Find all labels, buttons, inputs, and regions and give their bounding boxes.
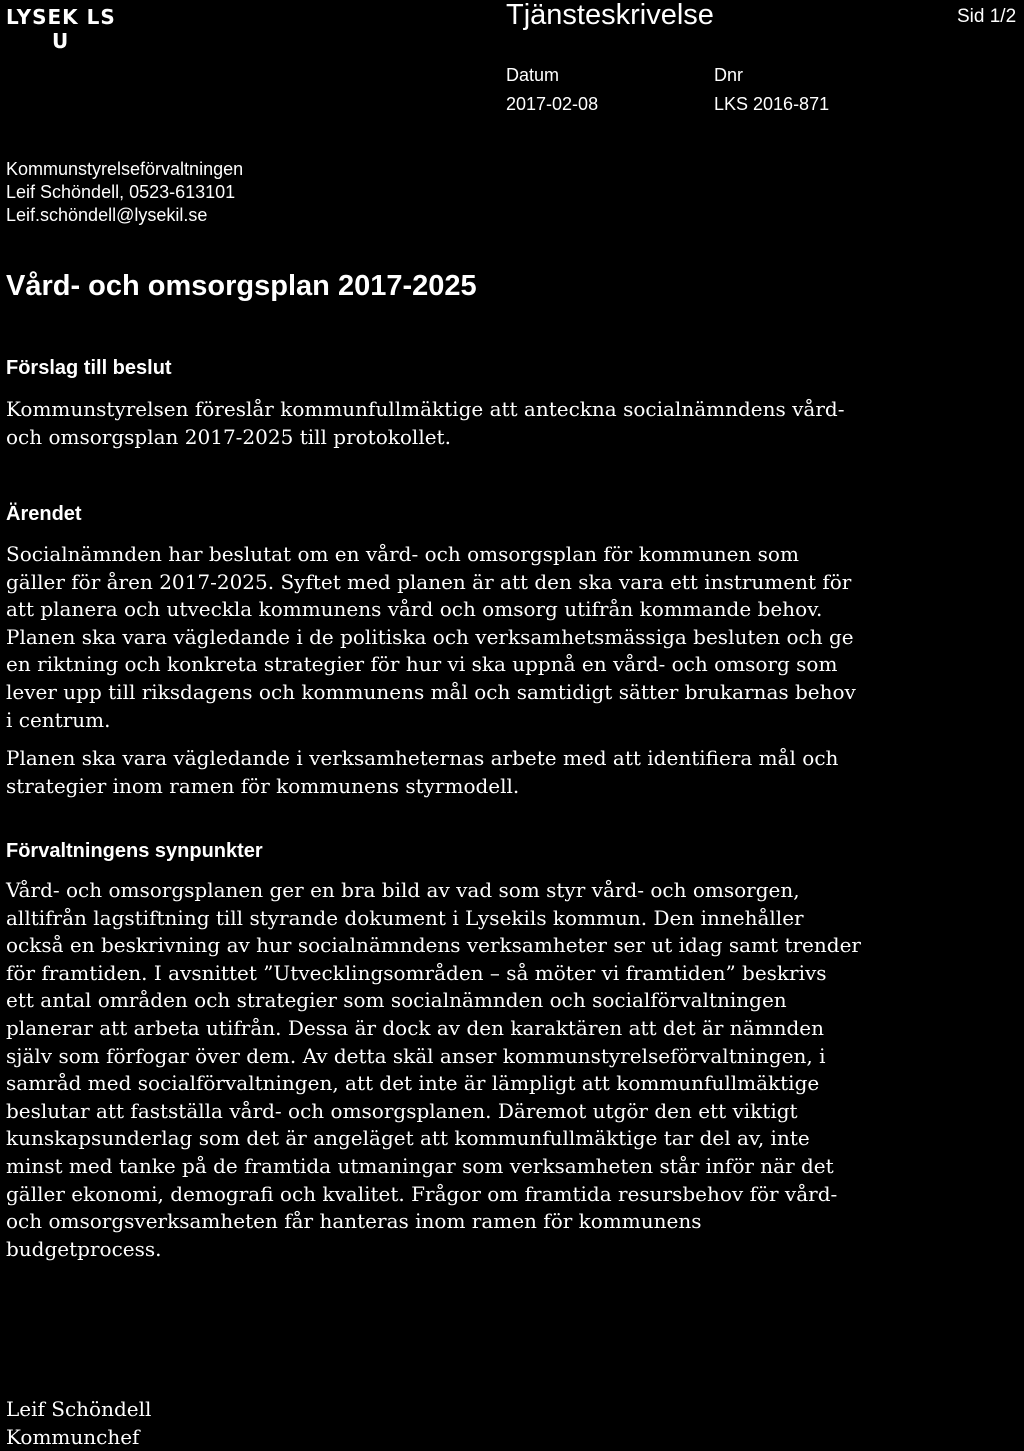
dnr-label: Dnr [714,65,744,85]
logo-text-line2: U [52,29,69,53]
text-line: beslutar att fastställa vård- och omsorgsplanen. Däremot utgör den ett viktigt [6,1098,798,1123]
text-line: strategier inom ramen för kommunens styrmodell. [6,773,520,798]
sender-block [6,158,243,227]
text-line: Planen ska vara vägledande i verksamheternas arbete med att identifiera mål och [6,746,839,770]
text-line: alltifrån lagstiftning till styrande dokument i Lysekils kommun. Den innehåller [6,905,804,930]
text-line: och omsorgsplan 2017-2025 till protokollet. [6,424,451,449]
document-title: Vård- och omsorgsplan 2017-2025 [6,270,477,302]
logo-text: LYSEK LS [6,5,116,29]
page-number: Sid 1/2 [957,6,1017,27]
text-line: kunskapsunderlag som det är angeläget att kommunfullmäktige tar del av, inte [6,1126,810,1151]
text-line: och omsorgsverksamheten får hanteras inom ramen för kommunens [6,1209,702,1234]
text-line: att planera och utveckla kommunens vård och omsorg utifrån kommande behov. [6,597,823,622]
text-line: ett antal områden och strategier som socialnämnden och socialförvaltningen [6,988,787,1013]
text-line: minst med tanke på de framtida utmaningar som verksamheten står inför när det [6,1153,834,1178]
document-type: Tjänsteskrivelse [506,0,714,31]
matter-paragraph-1 [6,541,886,734]
text-line: en riktning och konkreta strategier för hur vi ska uppnå en vård- och omsorg som [6,652,838,677]
text-line: i centrum. [6,707,111,732]
section-heading-views: Förvaltningens synpunkter [6,840,263,862]
section-heading-proposal: Förslag till beslut [6,357,172,379]
proposal-paragraph [6,396,886,451]
text-line: gäller för åren 2017-2025. Syftet med planen är att den ska vara ett instrument för [6,569,852,594]
text-line: också en beskrivning av hur socialnämndens verksamheter ser ut idag samt trender [6,933,861,958]
signature-name: Leif Schöndell [6,1397,152,1421]
matter-paragraph-2 [6,745,886,800]
date-value: 2017-02-08 [506,94,599,114]
text-line: Kommunstyrelsen föreslår kommunfullmäktige att anteckna socialnämndens vård- [6,397,845,421]
sender-email: Leif.schöndell@lysekil.se [6,205,208,225]
text-line: själv som förfogar över dem. Av detta skäl anser kommunstyrelseförvaltningen, i [6,1043,826,1068]
date-label: Datum [506,65,560,85]
text-line: Vård- och omsorgsplanen ger en bra bild av vad som styr vård- och omsorgen, [6,878,800,902]
text-line: Planen ska vara vägledande i de politiska och verksamhetsmässiga besluten och ge [6,624,854,649]
sender-contact: Leif Schöndell, 0523-613101 [6,182,236,202]
text-line: lever upp till riksdagens och kommunens mål och samtidigt sätter brukarnas behov [6,679,856,704]
section-heading-matter: Ärendet [6,503,82,525]
text-line: samråd med socialförvaltningen, att det inte är lämpligt att kommunfullmäktige [6,1071,820,1096]
text-line: gäller ekonomi, demografi och kvalitet. Frågor om framtida resursbehov för vård- [6,1181,838,1206]
text-line: Socialnämnden har beslutat om en vård- och omsorgsplan för kommunen som [6,542,799,566]
signature-role: Kommunchef [6,1425,140,1449]
sender-department: Kommunstyrelseförvaltningen [6,159,244,179]
text-line: budgetprocess. [6,1236,162,1261]
signature-block [6,1395,151,1451]
text-line: för framtiden. I avsnittet ”Utvecklingsområden – så möter vi framtiden” beskrivs [6,960,827,985]
dnr-value: LKS 2016-871 [714,94,830,114]
views-paragraph [6,877,886,1263]
text-line: planerar att arbeta utifrån. Dessa är dock av den karaktären att det är nämnden [6,1015,824,1040]
